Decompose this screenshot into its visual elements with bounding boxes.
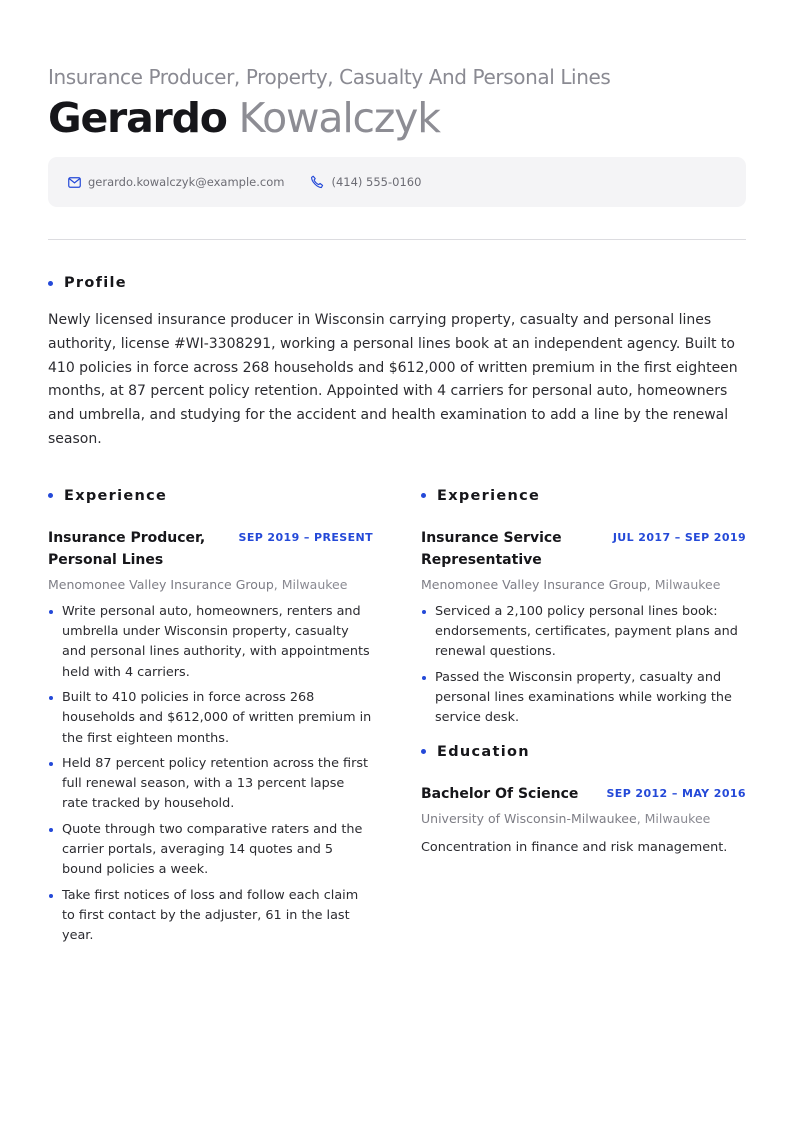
headline: Insurance Producer, Property, Casualty And Personal Lines [48,65,611,89]
job-header [48,527,373,571]
bullet-dot-icon [421,749,426,754]
phone-icon [310,175,324,189]
phone-text: (414) 555-0160 [331,175,422,189]
email-contact[interactable] [68,175,284,189]
education-description: Concentration in finance and risk management. [421,839,728,855]
degree-title: Bachelor Of Science [421,785,579,802]
list-item: Write personal auto, homeowners, renters and umbrella under Wisconsin property, casualty and personal lines authority, with appointments held with 4 carriers. [48,602,373,683]
header-divider [48,239,746,240]
education-heading [421,744,746,760]
education-title: Education [437,743,530,760]
job-dates: JUL 2017 – SEP 2019 [612,530,746,544]
education-section [421,744,746,858]
employer-name: Menomonee Valley Insurance Group [421,576,647,592]
education-header [421,783,746,805]
experience-title: Experience [64,487,168,504]
list-item: Built to 410 policies in force across 268 households and $612,000 of written premium in the first eighteen months. [48,688,373,749]
list-item: Serviced a 2,100 policy personal lines book: endorsements, certificates, payment plans and renewal questions. [421,602,746,663]
phone-contact[interactable] [310,175,421,189]
profile-heading [48,275,746,291]
bullet-dot-icon [421,493,426,498]
school-name: University of Wisconsin-Milwaukee [421,810,637,826]
experience-heading [48,488,373,504]
school-location: , Milwaukee [636,810,711,826]
full-name [48,92,746,144]
job-bullets [421,602,746,729]
list-item: Quote through two comparative raters and the carrier portals, averaging 14 quotes and 5 bound policies a week. [48,820,373,881]
job-title: Insurance Producer, Personal Lines [48,529,206,568]
job-header [421,527,746,571]
employer-name: Menomonee Valley Insurance Group [48,576,274,592]
first-name: Gerardo [48,94,227,142]
right-column [421,488,746,858]
last-name: Kowalczyk [238,94,440,142]
job-entry [421,527,746,729]
education-entry [421,783,746,858]
mail-icon [68,177,81,188]
school-line [421,809,746,829]
left-column [48,488,373,952]
job-bullets [48,602,373,947]
job-organization [48,575,373,595]
profile-title: Profile [64,275,127,291]
job-dates: SEP 2019 – PRESENT [238,530,373,544]
profile-summary: Newly licensed insurance producer in Wisconsin carrying property, casualty and personal lines authority, license #WI-3308291, working a personal lines book at an independent agency. Built to 410 policies in force across 268 households and $612,000 of written premium in the first eighteen months, at 87 percent policy retention. Appointed with 4 carriers for personal auto, homeowners and umbrella, and studying for the accident and health examination to add a line by the renewal season. [48,312,738,447]
resume-page [48,62,746,948]
job-entry [48,527,373,947]
two-column-body [48,488,746,948]
list-item: Held 87 percent policy retention across the first full renewal season, with a 13 percent lapse rate tracked by household. [48,754,373,815]
list-item: Passed the Wisconsin property, casualty and personal lines examinations while working the service desk. [421,668,746,729]
experience-heading [421,488,746,504]
email-text: gerardo.kowalczyk@example.com [88,175,285,189]
bullet-dot-icon [48,281,53,286]
job-location: , Milwaukee [273,576,348,592]
education-dates: SEP 2012 – MAY 2016 [606,786,746,800]
job-organization [421,575,746,595]
job-title: Insurance Service Representative [421,529,562,568]
contact-bar [48,157,746,207]
list-item: Take first notices of loss and follow each claim to first contact by the adjuster, 61 in the last year. [48,886,373,947]
job-location: , Milwaukee [646,576,721,592]
profile-section [48,275,746,452]
experience-title: Experience [437,487,541,504]
bullet-dot-icon [48,493,53,498]
